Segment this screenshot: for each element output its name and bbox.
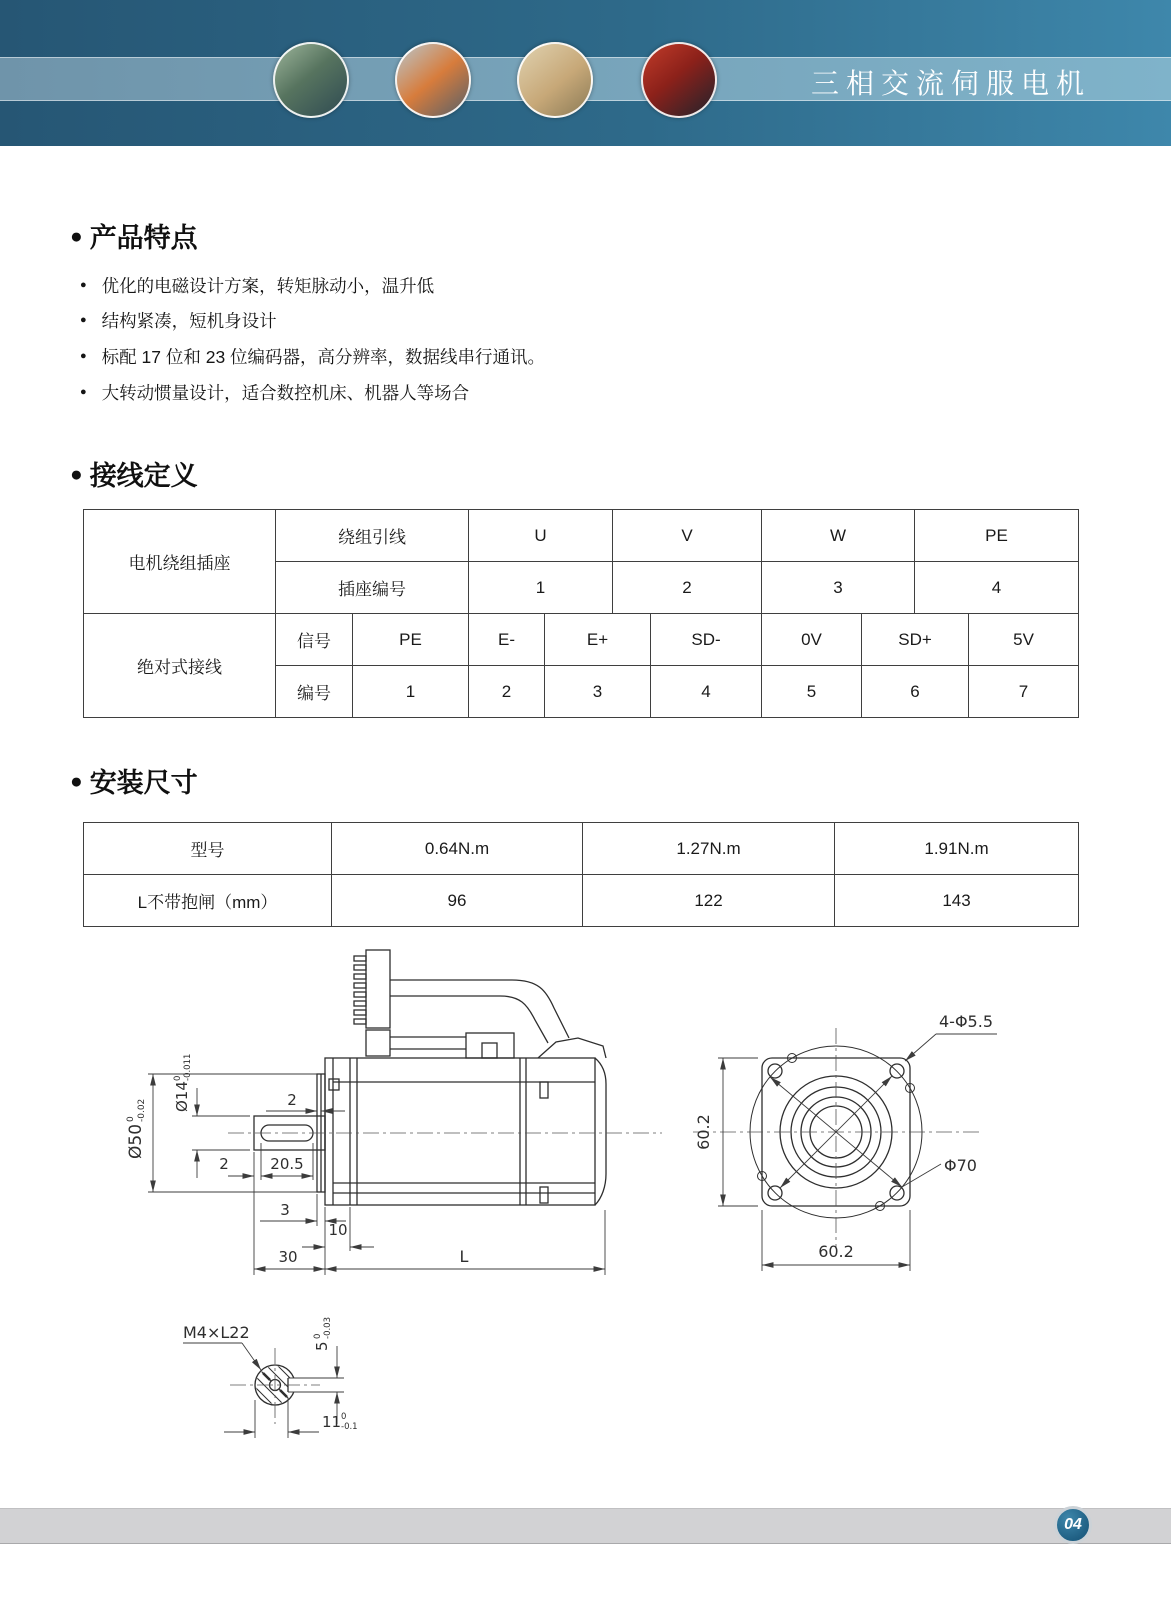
technical-drawing <box>0 930 1171 1450</box>
cell: U <box>469 510 613 562</box>
cell: SD+ <box>862 614 969 666</box>
bullet-icon: ● <box>80 386 87 398</box>
front-view-dimensions <box>718 1034 997 1271</box>
key-height-label: 11 <box>322 1413 342 1431</box>
svg-text:Ø50: Ø50 <box>126 1123 146 1159</box>
svg-text:Ø14: Ø14 <box>173 1081 191 1112</box>
section-title-text: 安装尺寸 <box>89 768 198 798</box>
cell: V <box>613 510 762 562</box>
dim-label: 30 <box>278 1248 298 1266</box>
svg-text:-0.011: -0.011 <box>183 1053 193 1081</box>
cell: 0V <box>762 614 862 666</box>
section-title-features <box>70 216 198 255</box>
cell: SD- <box>651 614 762 666</box>
header-photo-robot <box>395 42 471 118</box>
svg-text:0: 0 <box>126 1116 136 1122</box>
svg-text:60.2: 60.2 <box>694 1114 713 1150</box>
cell: 2 <box>469 666 545 718</box>
key-width-label <box>313 1317 333 1351</box>
key-height-sup: 0 <box>341 1412 347 1422</box>
cell: PE <box>353 614 469 666</box>
row-label: 型号 <box>84 823 332 875</box>
thread-label: M4×L22 <box>183 1323 250 1342</box>
row-label: 信号 <box>276 614 353 666</box>
feature-text: 大转动惯量设计，适合数控机床、机器人等场合 <box>101 383 470 403</box>
header-photo-laser <box>641 42 717 118</box>
dia70-label: Φ70 <box>944 1156 977 1175</box>
svg-text:-0.03: -0.03 <box>323 1317 333 1339</box>
mounting-table <box>83 822 1079 927</box>
footer-bar <box>0 1508 1171 1544</box>
page-number-badge <box>1054 1506 1092 1544</box>
row-group-label: 电机绕组插座 <box>84 510 276 614</box>
svg-text:0: 0 <box>313 1333 323 1339</box>
table-row <box>84 823 1079 875</box>
width-label: 60.2 <box>818 1242 854 1261</box>
svg-text:0: 0 <box>173 1075 183 1081</box>
dia14-label <box>173 1054 193 1112</box>
row-label: L不带抱闸（mm） <box>84 875 332 927</box>
cell: 1 <box>469 562 613 614</box>
cell: 5 <box>762 666 862 718</box>
svg-text:-0.02: -0.02 <box>137 1098 147 1122</box>
cell: E- <box>469 614 545 666</box>
table-row <box>84 614 1079 666</box>
row-group-label: 绝对式接线 <box>84 614 276 718</box>
feature-item <box>80 380 469 405</box>
feature-item <box>80 344 545 369</box>
cell: PE <box>915 510 1079 562</box>
cell: 7 <box>969 666 1079 718</box>
row-label: 插座编号 <box>276 562 469 614</box>
feature-text: 标配 17 位和 23 位编码器，高分辨率，数据线串行通讯。 <box>101 347 546 367</box>
feature-item <box>80 273 434 298</box>
dim-label: 20.5 <box>270 1155 304 1173</box>
table-row <box>84 875 1079 927</box>
bullet-icon: ● <box>70 770 83 793</box>
cell: 1.91N.m <box>835 823 1079 875</box>
cell: 122 <box>583 875 835 927</box>
dia50-label <box>126 1099 147 1159</box>
dim-label: 3 <box>280 1201 290 1219</box>
section-title-text: 接线定义 <box>89 461 198 491</box>
cell: 2 <box>613 562 762 614</box>
dim-label: 10 <box>328 1221 348 1239</box>
shaft-detail-view <box>230 1336 320 1434</box>
feature-text: 优化的电磁设计方案，转矩脉动小，温升低 <box>101 276 435 296</box>
bullet-icon: ● <box>70 463 83 486</box>
cell: 3 <box>545 666 651 718</box>
cell: 5V <box>969 614 1079 666</box>
dim-label: 2 <box>219 1155 229 1173</box>
section-title-text: 产品特点 <box>89 223 198 253</box>
page-header <box>0 0 1171 146</box>
key-height-sub: -0.1 <box>341 1422 358 1432</box>
cell: E+ <box>545 614 651 666</box>
cell: 96 <box>332 875 583 927</box>
wiring-table <box>83 509 1079 718</box>
cell: 1.27N.m <box>583 823 835 875</box>
feature-text: 结构紧凑，短机身设计 <box>101 311 277 331</box>
side-view-motor <box>254 950 606 1205</box>
holes-label: 4-Φ5.5 <box>939 1012 993 1031</box>
svg-text:5: 5 <box>313 1341 331 1351</box>
bullet-icon: ● <box>80 279 87 291</box>
bullet-icon: ● <box>80 314 87 326</box>
dim-label: 2 <box>287 1091 297 1109</box>
header-photo-cnc <box>517 42 593 118</box>
cell: W <box>762 510 915 562</box>
page-number: 04 <box>1064 1516 1082 1533</box>
header-photo-workshop <box>273 42 349 118</box>
bullet-icon: ● <box>80 350 87 362</box>
table-row <box>84 510 1079 562</box>
cell: 3 <box>762 562 915 614</box>
cell: 0.64N.m <box>332 823 583 875</box>
shaft-detail-dimensions <box>183 1343 347 1438</box>
section-title-wiring <box>70 454 198 493</box>
dim-label: L <box>459 1247 469 1266</box>
page-title: 三相交流伺服电机 <box>810 68 1091 99</box>
row-label: 编号 <box>276 666 353 718</box>
cell: 6 <box>862 666 969 718</box>
row-label: 绕组引线 <box>276 510 469 562</box>
cell: 4 <box>915 562 1079 614</box>
bullet-icon: ● <box>70 225 83 248</box>
height-label <box>694 1114 713 1150</box>
cell: 143 <box>835 875 1079 927</box>
cell: 1 <box>353 666 469 718</box>
cell: 4 <box>651 666 762 718</box>
section-title-mounting <box>70 761 198 800</box>
side-view-dimensions <box>148 1074 605 1275</box>
feature-item <box>80 308 277 333</box>
